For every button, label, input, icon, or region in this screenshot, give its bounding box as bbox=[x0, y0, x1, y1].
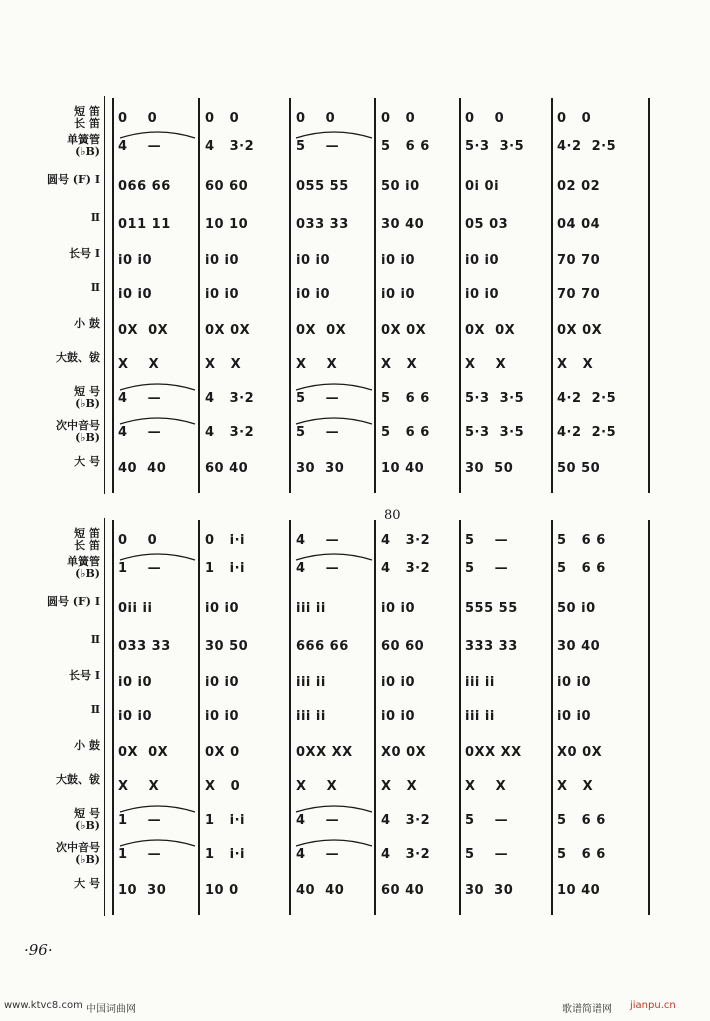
measure-notes: X X bbox=[557, 357, 594, 372]
measure-notes: 5 — bbox=[296, 425, 340, 440]
slur bbox=[120, 806, 195, 812]
measure-notes: 60 40 bbox=[381, 883, 425, 898]
measure-notes: 0ii ii bbox=[118, 601, 153, 616]
measure-notes: 0X 0X bbox=[118, 745, 169, 760]
measure-notes: 10 0 bbox=[205, 883, 239, 898]
measure-notes: X X bbox=[381, 357, 418, 372]
measure-notes: X X bbox=[465, 779, 507, 794]
measure-notes: 70 70 bbox=[557, 287, 601, 302]
instrument-label: 次中音号 (♭B) bbox=[56, 419, 100, 444]
measure-notes: 0 0 bbox=[465, 111, 505, 126]
measure-notes: X0 0X bbox=[381, 745, 427, 760]
measure-notes: 4 3·2 bbox=[381, 561, 431, 576]
measure-notes: 10 40 bbox=[381, 461, 425, 476]
measure-notes: 4 3·2 bbox=[381, 813, 431, 828]
footer-left-url: www.ktvc8.com bbox=[4, 1000, 83, 1011]
measure-notes: X0 0X bbox=[557, 745, 603, 760]
measure-notes: i0 i0 bbox=[118, 253, 153, 268]
measure-notes: iii ii bbox=[296, 709, 326, 724]
measure-notes: 5 — bbox=[465, 533, 509, 548]
measure-notes: 30 50 bbox=[205, 639, 249, 654]
measure-notes: 0 i·i bbox=[205, 533, 245, 548]
instrument-label: 圆号 (F) Ⅰ bbox=[46, 595, 100, 608]
measure-notes: 1 — bbox=[118, 847, 162, 862]
measure-notes: 0i 0i bbox=[465, 179, 500, 194]
measure-notes: 5 6 6 bbox=[381, 425, 430, 440]
measure-notes: 555 55 bbox=[465, 601, 518, 616]
measure-notes: i0 i0 bbox=[118, 675, 153, 690]
measure-notes: 5 6 6 bbox=[557, 561, 606, 576]
measure-notes: 5 — bbox=[296, 139, 340, 154]
page-number: ·96· bbox=[24, 941, 53, 959]
measure-notes: 5 6 6 bbox=[557, 813, 606, 828]
measure-notes: iii ii bbox=[465, 709, 495, 724]
instrument-label: 短 笛 长 笛 bbox=[74, 105, 100, 130]
footer-left-site: 中国词曲网 bbox=[86, 1004, 136, 1015]
measure-notes: 5 6 6 bbox=[557, 533, 606, 548]
footer-right-url: jianpu.cn bbox=[630, 1000, 676, 1011]
measure-notes: 4·2 2·5 bbox=[557, 391, 617, 406]
measure-notes: 30 30 bbox=[465, 883, 514, 898]
measure-notes: 333 33 bbox=[465, 639, 518, 654]
measure-notes: i0 i0 bbox=[205, 709, 240, 724]
measure-notes: i0 i0 bbox=[205, 675, 240, 690]
measure-notes: i0 i0 bbox=[381, 709, 416, 724]
measure-notes: 4·2 2·5 bbox=[557, 425, 617, 440]
measure-notes: 4 — bbox=[296, 847, 340, 862]
measure-notes: i0 i0 bbox=[205, 287, 240, 302]
measure-notes: 4 — bbox=[296, 533, 340, 548]
measure-notes: i0 i0 bbox=[118, 287, 153, 302]
measure-notes: 0 0 bbox=[296, 111, 336, 126]
instrument-label: 大 号 bbox=[74, 877, 100, 890]
slur bbox=[296, 554, 372, 560]
measure-notes: 5 — bbox=[465, 847, 509, 862]
measure-notes: i0 i0 bbox=[296, 287, 331, 302]
instrument-label: 长号 Ⅰ bbox=[69, 669, 100, 682]
measure-notes: X X bbox=[465, 357, 507, 372]
measure-notes: 02 02 bbox=[557, 179, 601, 194]
measure-notes: 40 40 bbox=[118, 461, 167, 476]
measure-notes: 4 3·2 bbox=[205, 391, 255, 406]
measure-notes: 5 — bbox=[465, 813, 509, 828]
measure-notes: i0 i0 bbox=[205, 601, 240, 616]
measure-notes: i0 i0 bbox=[205, 253, 240, 268]
measure-notes: 50 i0 bbox=[381, 179, 420, 194]
measure-notes: 5 — bbox=[296, 391, 340, 406]
measure-notes: 10 10 bbox=[205, 217, 249, 232]
measure-notes: 0X 0X bbox=[296, 323, 347, 338]
measure-notes: 1 i·i bbox=[205, 561, 245, 576]
measure-notes: 60 40 bbox=[205, 461, 249, 476]
instrument-label: 短 号 (♭B) bbox=[74, 385, 100, 410]
measure-notes: 30 40 bbox=[381, 217, 425, 232]
measure-notes: 0X 0X bbox=[381, 323, 427, 338]
footer-right-site: 歌谱简谱网 bbox=[562, 1004, 612, 1015]
system-bracket bbox=[104, 518, 105, 916]
measure-notes: X X bbox=[205, 357, 242, 372]
measure-notes: 0 0 bbox=[381, 111, 416, 126]
measure-notes: 0X 0X bbox=[465, 323, 516, 338]
measure-notes: 30 40 bbox=[557, 639, 601, 654]
measure-notes: 30 50 bbox=[465, 461, 514, 476]
instrument-label: Ⅱ bbox=[90, 703, 100, 716]
measure-notes: X X bbox=[118, 779, 160, 794]
slur bbox=[120, 554, 195, 560]
measure-notes: 5·3 3·5 bbox=[465, 139, 525, 154]
measure-notes: 066 66 bbox=[118, 179, 171, 194]
measure-notes: 50 50 bbox=[557, 461, 601, 476]
measure-notes: 60 60 bbox=[205, 179, 249, 194]
measure-notes: 0 0 bbox=[557, 111, 592, 126]
slur bbox=[296, 806, 372, 812]
slur bbox=[120, 840, 195, 846]
measure-notes: 50 i0 bbox=[557, 601, 596, 616]
measure-notes: 10 30 bbox=[118, 883, 167, 898]
measure-notes: 30 30 bbox=[296, 461, 345, 476]
measure-notes: i0 i0 bbox=[465, 253, 500, 268]
measure-notes: X X bbox=[557, 779, 594, 794]
measure-notes: 4 3·2 bbox=[381, 847, 431, 862]
slur bbox=[296, 840, 372, 846]
measure-notes: 0X 0X bbox=[118, 323, 169, 338]
measure-notes: 011 11 bbox=[118, 217, 171, 232]
instrument-label: 圆号 (F) Ⅰ bbox=[46, 173, 100, 186]
measure-number: 80 bbox=[384, 508, 401, 523]
measure-notes: X X bbox=[381, 779, 418, 794]
measure-notes: iii ii bbox=[465, 675, 495, 690]
measure-notes: 0X 0 bbox=[205, 745, 240, 760]
measure-notes: 0X 0X bbox=[557, 323, 603, 338]
instrument-label: 大鼓、钹 bbox=[56, 351, 100, 364]
measure-notes: 5 — bbox=[465, 561, 509, 576]
measure-notes: 4 — bbox=[118, 425, 162, 440]
instrument-label: 短 号 (♭B) bbox=[74, 807, 100, 832]
measure-notes: X 0 bbox=[205, 779, 241, 794]
measure-notes: 5 6 6 bbox=[557, 847, 606, 862]
instrument-label: 单簧管 (♭B) bbox=[67, 555, 100, 580]
measure-notes: 666 66 bbox=[296, 639, 349, 654]
measure-notes: 5 6 6 bbox=[381, 139, 430, 154]
measure-notes: i0 i0 bbox=[118, 709, 153, 724]
measure-notes: i0 i0 bbox=[381, 287, 416, 302]
measure-notes: 4 — bbox=[296, 813, 340, 828]
measure-notes: 1 — bbox=[118, 561, 162, 576]
measure-notes: i0 i0 bbox=[465, 287, 500, 302]
measure-notes: 0X 0X bbox=[205, 323, 251, 338]
measure-notes: X X bbox=[296, 357, 338, 372]
measure-notes: 0XX XX bbox=[296, 745, 353, 760]
instrument-label: 大鼓、钹 bbox=[56, 773, 100, 786]
measure-notes: 0 0 bbox=[118, 111, 158, 126]
measure-notes: 70 70 bbox=[557, 253, 601, 268]
measure-notes: 4 — bbox=[296, 561, 340, 576]
instrument-label: Ⅱ bbox=[90, 633, 100, 646]
measure-notes: iii ii bbox=[296, 601, 326, 616]
measure-notes: i0 i0 bbox=[381, 253, 416, 268]
measure-notes: 0 0 bbox=[205, 111, 240, 126]
instrument-label: Ⅱ bbox=[90, 211, 100, 224]
measure-notes: 033 33 bbox=[296, 217, 349, 232]
instrument-label: 小 鼓 bbox=[74, 317, 100, 330]
measure-notes: 5·3 3·5 bbox=[465, 391, 525, 406]
instrument-label: 小 鼓 bbox=[74, 739, 100, 752]
measure-notes: 1 i·i bbox=[205, 847, 245, 862]
measure-notes: 4 3·2 bbox=[205, 139, 255, 154]
measure-notes: 04 04 bbox=[557, 217, 601, 232]
measure-notes: i0 i0 bbox=[557, 675, 592, 690]
instrument-label: 长号 Ⅰ bbox=[69, 247, 100, 260]
measure-notes: 5·3 3·5 bbox=[465, 425, 525, 440]
measure-notes: X X bbox=[118, 357, 160, 372]
measure-notes: 5 6 6 bbox=[381, 391, 430, 406]
measure-notes: i0 i0 bbox=[381, 601, 416, 616]
measure-notes: 4 — bbox=[118, 391, 162, 406]
measure-notes: i0 i0 bbox=[381, 675, 416, 690]
instrument-label: Ⅱ bbox=[90, 281, 100, 294]
measure-notes: i0 i0 bbox=[296, 253, 331, 268]
measure-notes: 1 i·i bbox=[205, 813, 245, 828]
measure-notes: 0XX XX bbox=[465, 745, 522, 760]
measure-notes: 60 60 bbox=[381, 639, 425, 654]
measure-notes: i0 i0 bbox=[557, 709, 592, 724]
measure-notes: 4·2 2·5 bbox=[557, 139, 617, 154]
measure-notes: 4 3·2 bbox=[381, 533, 431, 548]
measure-notes: 40 40 bbox=[296, 883, 345, 898]
measure-notes: iii ii bbox=[296, 675, 326, 690]
measure-notes: 055 55 bbox=[296, 179, 349, 194]
instrument-label: 大 号 bbox=[74, 455, 100, 468]
measure-notes: 0 0 bbox=[118, 533, 158, 548]
measure-notes: X X bbox=[296, 779, 338, 794]
measure-notes: 4 3·2 bbox=[205, 425, 255, 440]
measure-notes: 1 — bbox=[118, 813, 162, 828]
measure-notes: 4 — bbox=[118, 139, 162, 154]
instrument-label: 单簧管 (♭B) bbox=[67, 133, 100, 158]
measure-notes: 05 03 bbox=[465, 217, 509, 232]
measure-notes: 10 40 bbox=[557, 883, 601, 898]
instrument-label: 次中音号 (♭B) bbox=[56, 841, 100, 866]
measure-notes: 033 33 bbox=[118, 639, 171, 654]
instrument-label: 短 笛 长 笛 bbox=[74, 527, 100, 552]
